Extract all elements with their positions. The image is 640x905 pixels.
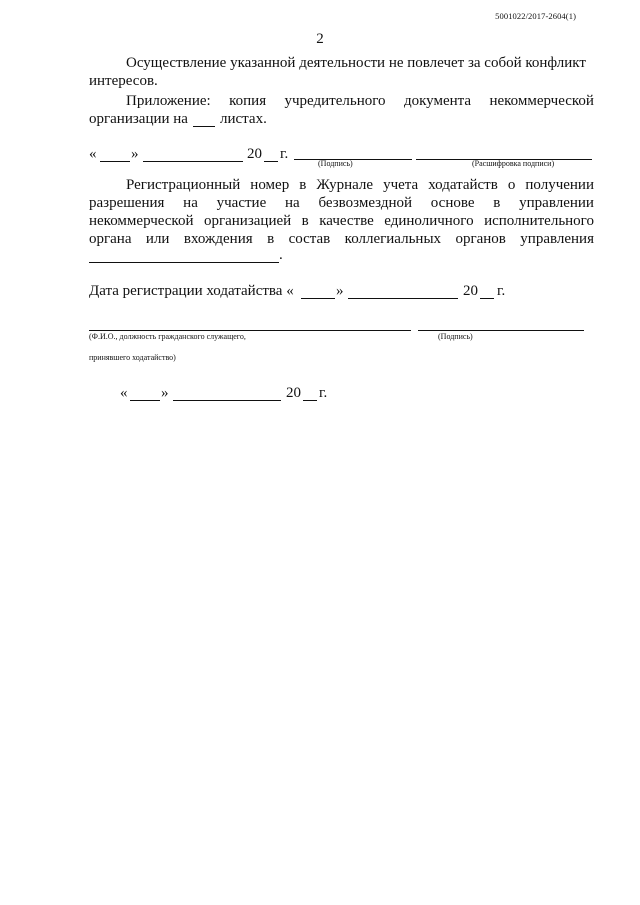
registration-word: получении (525, 177, 594, 193)
close-quote: » (131, 146, 139, 162)
registration-word: о (507, 177, 516, 193)
final-open-quote: « (120, 385, 128, 401)
registration-line4 (89, 231, 594, 248)
registration-word: разрешения (89, 195, 165, 211)
registration-number-blank (89, 262, 279, 263)
registration-word: управлении (519, 195, 594, 211)
attachment-word: документа (403, 93, 472, 109)
signature-line (294, 159, 412, 160)
attachment-word: Приложение: (126, 93, 211, 109)
registration-year-prefix: 20 (463, 283, 478, 299)
page-number: 2 (316, 31, 324, 47)
registration-word: номер (250, 177, 290, 193)
attachment-line2-end: листах. (220, 111, 267, 127)
registration-word: на (285, 195, 300, 211)
registration-word: исполнительного (484, 213, 594, 229)
registration-word: единоличного (384, 213, 474, 229)
attachment-sheets-blank (193, 126, 215, 127)
registration-line1 (126, 177, 594, 194)
day-blank (100, 161, 130, 162)
registration-word: или (145, 231, 170, 247)
registration-word: организацией (203, 213, 292, 229)
registration-period: . (279, 247, 283, 263)
registration-day-blank (301, 298, 335, 299)
registration-line2 (89, 195, 594, 212)
registration-year-blank (480, 298, 494, 299)
registration-word: безвозмездной (318, 195, 413, 211)
signature-caption-2: (Подпись) (438, 332, 473, 341)
registration-word: органов (455, 231, 506, 247)
registration-line3 (89, 213, 594, 230)
document-id: 5001022/2017-2604(1) (495, 11, 576, 21)
attachment-word: копия (229, 93, 267, 109)
registration-year-suffix: г. (497, 283, 506, 299)
registration-word: вхождения (183, 231, 253, 247)
registration-word: управления (520, 231, 594, 247)
month-blank (143, 161, 243, 162)
paragraph-conflict-line2: интересов. (89, 73, 158, 89)
fio-caption-2: принявшего ходатайство) (89, 353, 176, 362)
year-blank (264, 161, 278, 162)
registration-word: коллегиальных (344, 231, 442, 247)
registration-word: ходатайств (428, 177, 498, 193)
registration-word: учета (383, 177, 419, 193)
year-suffix: г. (280, 146, 289, 162)
decoding-caption: (Расшифровка подписи) (472, 159, 555, 168)
year-prefix: 20 (247, 146, 262, 162)
registration-word: участие (216, 195, 267, 211)
registration-word: в (301, 213, 309, 229)
attachment-line1 (126, 93, 594, 110)
registration-date-label: Дата регистрации ходатайства « (89, 283, 294, 299)
registration-month-blank (348, 298, 458, 299)
registration-word: в (493, 195, 501, 211)
final-day-blank (130, 400, 160, 401)
signature-caption: (Подпись) (318, 159, 353, 168)
final-year-suffix: г. (319, 385, 328, 401)
registration-word: на (183, 195, 198, 211)
registration-word: в (267, 231, 275, 247)
attachment-word: некоммерческой (489, 93, 594, 109)
final-year-blank (303, 400, 317, 401)
signature-line-2 (418, 330, 584, 331)
final-month-blank (173, 400, 281, 401)
registration-word: качестве (319, 213, 374, 229)
registration-close-quote: » (336, 283, 344, 299)
registration-word: Журнале (316, 177, 374, 193)
open-quote: « (89, 146, 97, 162)
fio-caption: (Ф.И.О., должность гражданского служащего, (89, 332, 246, 341)
registration-word: состав (288, 231, 331, 247)
attachment-line2-start: организации на (89, 111, 188, 127)
fio-line (89, 330, 411, 331)
registration-word: в (299, 177, 307, 193)
registration-word: некоммерческой (89, 213, 194, 229)
final-close-quote: » (161, 385, 169, 401)
registration-word: Регистрационный (126, 177, 241, 193)
final-year-prefix: 20 (286, 385, 301, 401)
registration-word: основе (430, 195, 475, 211)
registration-word: органа (89, 231, 132, 247)
attachment-word: учредительного (284, 93, 386, 109)
paragraph-conflict-line1: Осуществление указанной деятельности не повлечет за собой конфликт (126, 55, 586, 71)
